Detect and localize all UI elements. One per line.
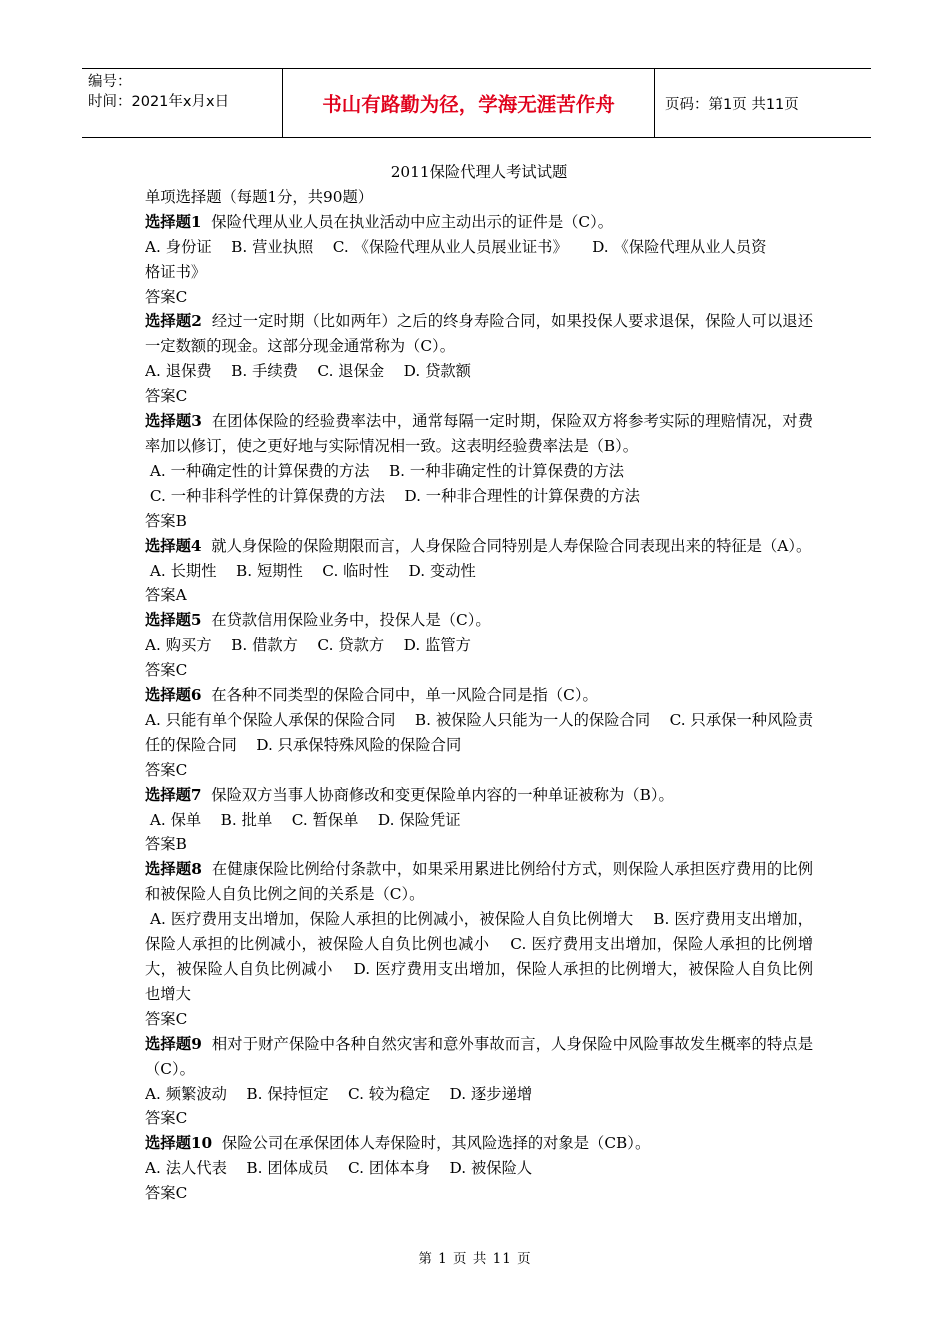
question-1 — [145, 210, 813, 235]
question-9-options: A. 频繁波动 B. 保持恒定 C. 较为稳定 D. 逐步递增 — [145, 1084, 533, 1103]
question-text: 经过一定时期（比如两年）之后的终身寿险合同，如果投保人要求退保，保险人可以退还一定数额的现金。这部分现金通常称为（C）。 — [145, 312, 813, 356]
question-text: 在贷款信用保险业务中，投保人是（C）。 — [211, 611, 491, 630]
question-number: 选择题10 — [145, 1134, 213, 1153]
question-6 — [145, 683, 813, 708]
question-10-options: A. 法人代表 B. 团体成员 C. 团体本身 D. 被保险人 — [145, 1159, 533, 1178]
question-text: 保险公司在承保团体人寿保险时，其风险选择的对象是（CB）。 — [221, 1134, 651, 1153]
question-text: 在团体保险的经验费率法中，通常每隔一定时期，保险双方将参考实际的理赔情况，对费率加以修订，使之更好地与实际情况相一致。这表明经验费率法是（B）。 — [145, 412, 813, 455]
page-footer: 第 1 页 共 11 页 — [418, 1251, 532, 1267]
question-4-options: A. 长期性 B. 短期性 C. 临时性 D. 变动性 — [145, 561, 476, 580]
question-number: 选择题2 — [145, 312, 202, 331]
question-1-answer: 答案C — [145, 287, 188, 306]
question-1-options: A. 身份证 B. 营业执照 C. 《保险代理从业人员展业证书》 D. 《保险代理从业人员资 — [145, 237, 767, 256]
question-number: 选择题6 — [145, 686, 202, 705]
question-5-answer: 答案C — [145, 661, 188, 680]
section-heading: 单项选择题（每题1分，共90题） — [145, 187, 374, 206]
question-8 — [145, 857, 813, 907]
question-text: 保险代理从业人员在执业活动中应主动出示的证件是（C）。 — [211, 212, 614, 231]
header-page-info: 页码：第1页 共11页 — [665, 96, 799, 113]
document-body — [145, 160, 813, 1206]
header-date-label: 时间：2021年x月x日 — [88, 94, 230, 110]
question-6-answer: 答案C — [145, 760, 188, 779]
question-3-answer: 答案B — [145, 511, 187, 530]
header-number-label: 编号： — [88, 74, 132, 90]
question-5-options: A. 购买方 B. 借款方 C. 贷款方 D. 监管方 — [145, 636, 471, 655]
question-4 — [145, 534, 813, 559]
header-motto: 书山有路勤为径，学海无涯苦作舟 — [282, 69, 655, 137]
question-number: 选择题7 — [145, 785, 202, 804]
question-9 — [145, 1032, 813, 1082]
question-7-answer: 答案B — [145, 835, 187, 854]
question-1-options-cont: 格证书》 — [145, 262, 207, 281]
question-9-answer: 答案C — [145, 1109, 188, 1128]
question-2-answer: 答案C — [145, 387, 188, 406]
question-text: 保险双方当事人协商修改和变更保险单内容的一种单证被称为（B）。 — [211, 785, 674, 804]
question-text: 就人身保险的保险期限而言，人身保险合同特别是人寿保险合同表现出来的特征是（A）。 — [211, 536, 812, 555]
question-number: 选择题5 — [145, 611, 202, 630]
question-number: 选择题8 — [145, 860, 202, 879]
document-title: 2011保险代理人考试试题 — [390, 163, 568, 181]
question-8-options: A. 医疗费用支出增加，保险人承担的比例减小，被保险人自负比例增大 B. 医疗费用支出增加，保险人承担的比例减小，被保险人自负比例也减小 C. 医疗费用支出增加，保险人承担的比例增大，被保险人自负比例减小 D. 医疗费用支出增加，保险人承担的比例增大，被保险人自负比例也增大 — [145, 910, 813, 1003]
question-text: 相对于财产保险中各种自然灾害和意外事故而言，人身保险中风险事故发生概率的特点是（C）。 — [145, 1034, 813, 1078]
question-5 — [145, 608, 813, 633]
question-3-options-cont: C. 一种非科学性的计算保费的方法 D. 一种非合理性的计算保费的方法 — [145, 486, 640, 505]
question-6-options: A. 只能有单个保险人承保的保险合同 B. 被保险人只能为一人的保险合同 C. 只承保一种风险责任的保险合同 D. 只承保特殊风险的保险合同 — [145, 710, 813, 754]
header-left-cell — [82, 69, 282, 137]
question-number: 选择题3 — [145, 412, 202, 431]
question-2-options: A. 退保费 B. 手续费 C. 退保金 D. 贷款额 — [145, 362, 471, 381]
question-3 — [145, 409, 813, 459]
question-4-answer: 答案A — [145, 586, 187, 605]
question-8-answer: 答案C — [145, 1009, 188, 1028]
question-number: 选择题9 — [145, 1034, 202, 1053]
question-number: 选择题4 — [145, 536, 202, 555]
question-3-options: A. 一种确定性的计算保费的方法 B. 一种非确定性的计算保费的方法 — [145, 461, 625, 480]
question-number: 选择题1 — [145, 212, 202, 231]
question-7-options: A. 保单 B. 批单 C. 暂保单 D. 保险凭证 — [145, 810, 461, 829]
question-text: 在各种不同类型的保险合同中，单一风险合同是指（C）。 — [211, 686, 598, 705]
question-10 — [145, 1131, 813, 1156]
question-2 — [145, 309, 813, 359]
page-header — [82, 68, 871, 138]
question-10-answer: 答案C — [145, 1184, 188, 1203]
question-7 — [145, 783, 813, 808]
question-text: 在健康保险比例给付条款中，如果采用累进比例给付方式，则保险人承担医疗费用的比例和被保险人自负比例之间的关系是（C）。 — [145, 860, 813, 904]
